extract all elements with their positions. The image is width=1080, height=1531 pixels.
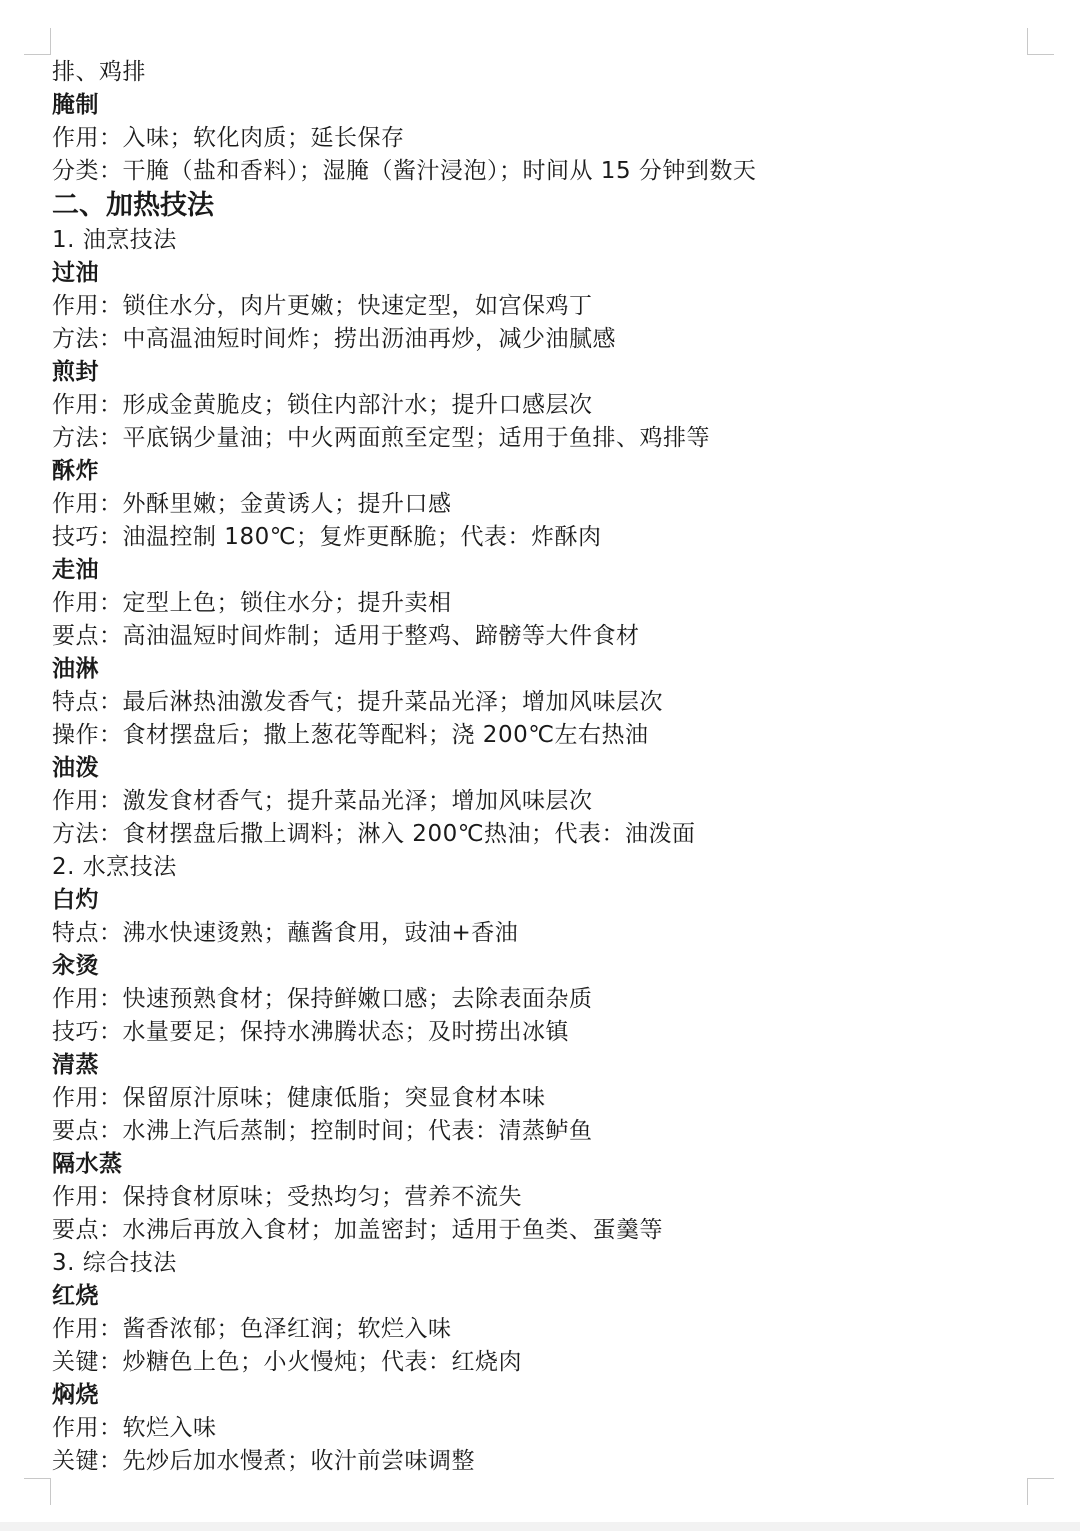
- text-line: 作用：外酥里嫩；金黄诱人；提升口感: [52, 491, 452, 517]
- text-line: 作用：激发食材香气；提升菜品光泽；增加风味层次: [52, 788, 593, 814]
- text-line: 特点：沸水快速烫熟；蘸酱食用，豉油+香油: [52, 920, 519, 946]
- text-line: 作用：定型上色；锁住水分；提升卖相: [52, 590, 452, 616]
- page-corner-mark-top-left: [24, 28, 51, 55]
- text-line: 特点：最后淋热油激发香气；提升菜品光泽；增加风味层次: [52, 689, 663, 715]
- text-line: 作用：入味；软化肉质；延长保存: [52, 125, 405, 151]
- text-line: 作用：形成金黄脆皮；锁住内部汁水；提升口感层次: [52, 392, 593, 418]
- page-corner-mark-bottom-right: [1027, 1478, 1054, 1505]
- subheading-pickling: 腌制: [52, 92, 99, 118]
- text-line: 方法：平底锅少量油；中火两面煎至定型；适用于鱼排、鸡排等: [52, 425, 710, 451]
- numbered-heading-water-cooking: 2. 水烹技法: [52, 854, 177, 880]
- numbered-heading-combined: 3. 综合技法: [52, 1250, 177, 1276]
- subheading-quick-boiling: 汆烫: [52, 953, 99, 979]
- text-line: 技巧：油温控制 180℃；复炸更酥脆；代表：炸酥肉: [52, 524, 602, 550]
- text-line: 要点：高油温短时间炸制；适用于整鸡、蹄髈等大件食材: [52, 623, 640, 649]
- numbered-heading-oil-cooking: 1. 油烹技法: [52, 227, 177, 253]
- text-line: 技巧：水量要足；保持水沸腾状态；及时捞出冰镇: [52, 1019, 569, 1045]
- text-line: 排、鸡排: [52, 59, 146, 85]
- subheading-oil-blanching: 走油: [52, 557, 99, 583]
- text-line: 作用：锁住水分，肉片更嫩；快速定型，如宫保鸡丁: [52, 293, 593, 319]
- text-line: 作用：酱香浓郁；色泽红润；软烂入味: [52, 1316, 452, 1342]
- subheading-red-braising: 红烧: [52, 1283, 99, 1309]
- text-line: 方法：食材摆盘后撒上调料；淋入 200℃热油；代表：油泼面: [52, 821, 696, 847]
- subheading-steaming: 清蒸: [52, 1052, 99, 1078]
- subheading-stewing: 焖烧: [52, 1382, 99, 1408]
- text-line: 作用：快速预熟食材；保持鲜嫩口感；去除表面杂质: [52, 986, 593, 1012]
- page-corner-mark-top-right: [1027, 28, 1054, 55]
- subheading-oil-splashing: 油泼: [52, 755, 99, 781]
- subheading-plain-boiling: 白灼: [52, 887, 99, 913]
- subheading-pan-searing: 煎封: [52, 359, 99, 385]
- text-line: 要点：水沸上汽后蒸制；控制时间；代表：清蒸鲈鱼: [52, 1118, 593, 1144]
- text-line: 关键：先炒后加水慢煮；收汁前尝味调整: [52, 1448, 475, 1474]
- text-line: 关键：炒糖色上色；小火慢炖；代表：红烧肉: [52, 1349, 522, 1375]
- text-line: 作用：保持食材原味；受热均匀；营养不流失: [52, 1184, 522, 1210]
- text-line: 操作：食材摆盘后；撒上葱花等配料；浇 200℃左右热油: [52, 722, 649, 748]
- text-line: 作用：软烂入味: [52, 1415, 217, 1441]
- subheading-oil-drizzling: 油淋: [52, 656, 99, 682]
- text-line: 要点：水沸后再放入食材；加盖密封；适用于鱼类、蛋羹等: [52, 1217, 663, 1243]
- text-line: 分类：干腌（盐和香料）；湿腌（酱汁浸泡）；时间从 15 分钟到数天: [52, 158, 757, 184]
- document-body: [52, 56, 1032, 1478]
- text-line: 方法：中高温油短时间炸；捞出沥油再炒，减少油腻感: [52, 326, 616, 352]
- page-corner-mark-bottom-left: [24, 1478, 51, 1505]
- text-line: 作用：保留原汁原味；健康低脂；突显食材本味: [52, 1085, 546, 1111]
- section-heading-heating-techniques: 二、加热技法: [52, 190, 214, 221]
- subheading-passing-oil: 过油: [52, 260, 99, 286]
- page-bottom-edge: [0, 1522, 1080, 1531]
- subheading-double-boiling: 隔水蒸: [52, 1151, 123, 1177]
- subheading-crispy-frying: 酥炸: [52, 458, 99, 484]
